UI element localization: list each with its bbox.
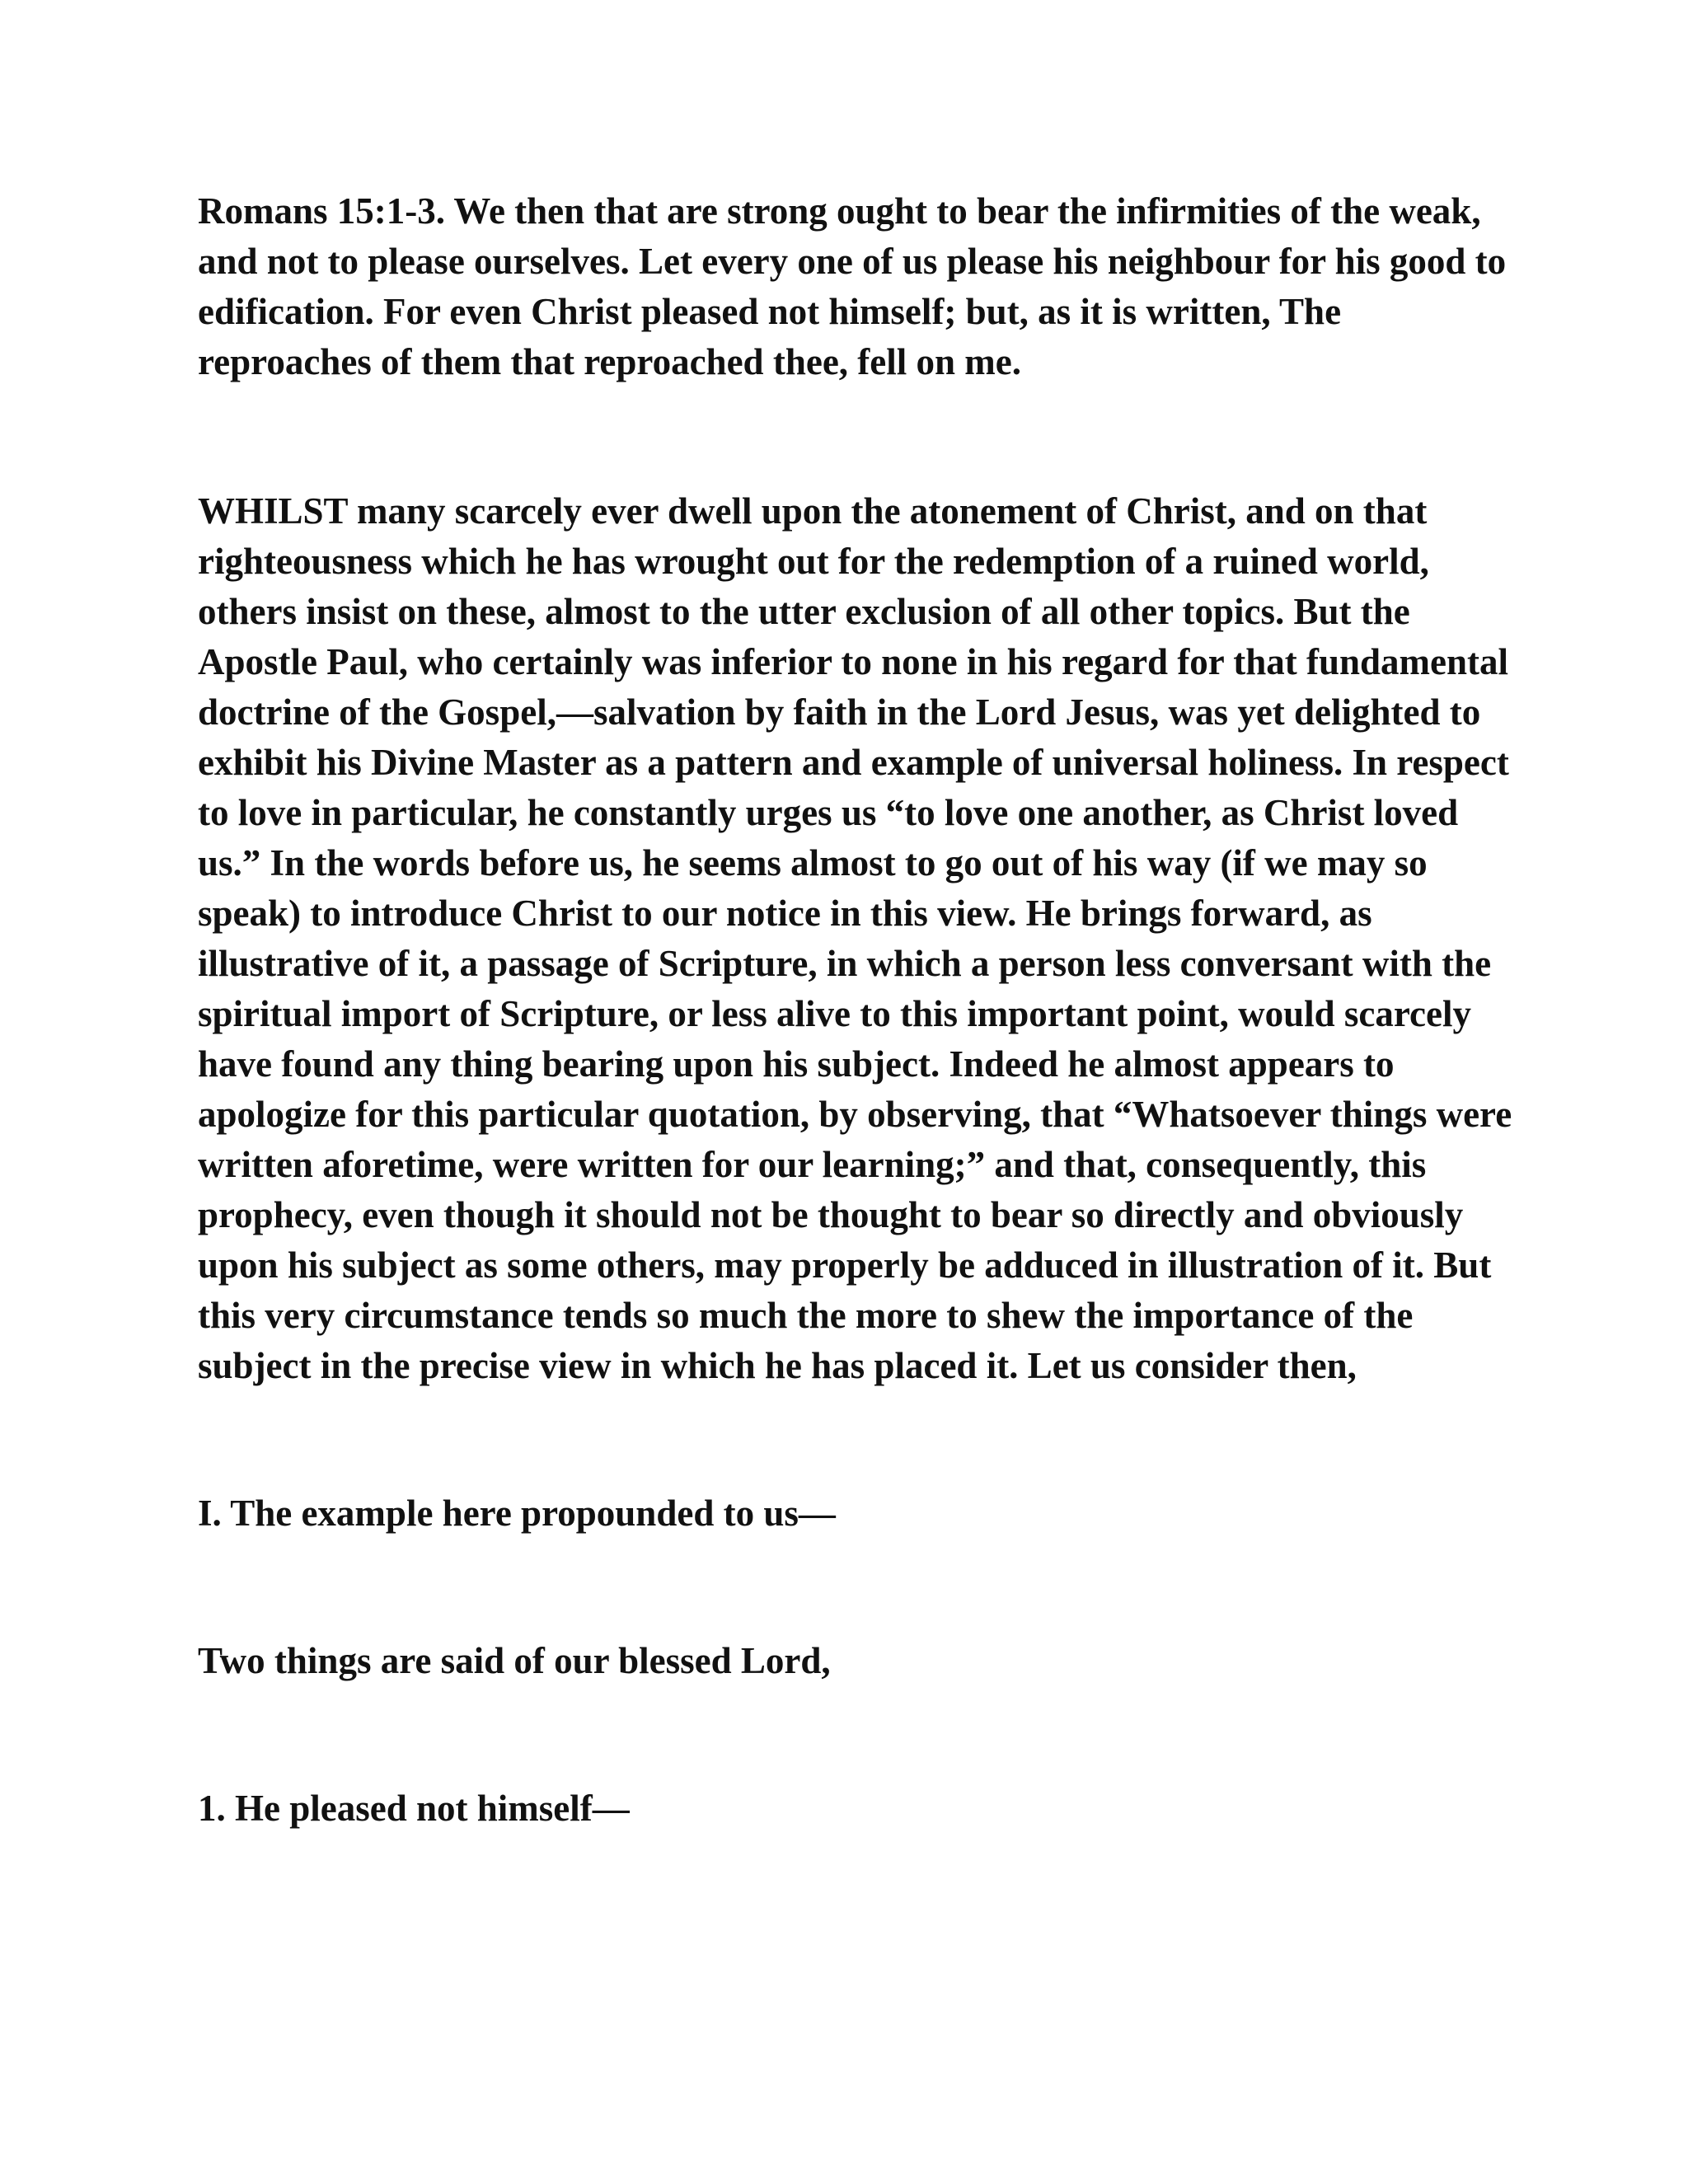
paragraph-gap xyxy=(198,1539,1517,1636)
scripture-passage: Romans 15:1-3. We then that are strong ought to bear the infirmities of the weak, and not to please ourselves. Let every one of us please his neighbour for his good to edification. For even Christ pleased not himself; but, as it is written, The reproaches of them that reproached thee, fell on me. xyxy=(198,190,1507,382)
section-intro: Two things are said of our blessed Lord, xyxy=(198,1640,831,1681)
point-heading: 1. He pleased not himself— xyxy=(198,1788,630,1829)
paragraph-gap xyxy=(198,1391,1517,1488)
paragraph-gap xyxy=(198,1686,1517,1783)
paragraph-gap xyxy=(198,387,1517,486)
section-heading: I. The example here propounded to us— xyxy=(198,1493,836,1534)
introduction-paragraph: WHILST many scarcely ever dwell upon the atonement of Christ, and on that righteousness which he has wrought out for the redemption of a ruined world, others insist on these, almost to the utter exclusion of all other topics. But the Apostle Paul, who certainly was inferior to none in his regard for that fundamental doctrine of the Gospel,—salvation by faith in the Lord Jesus, was yet delighted to exhibit his Divine Master as a pattern and example of universal holiness. In respect to love in particular, he constantly urges us “to love one another, as Christ loved us.” In the words before us, he seems almost to go out of his way (if we may so speak) to introduce Christ to our notice in this view. He brings forward, as illustrative of it, a passage of Scripture, in which a person less conversant with the spiritual import of Scripture, or less alive to this important point, would scarcely have found any thing bearing upon his subject. Indeed he almost appears to apologize for this particular quotation, by observing, that “Whatsoever things were written aforetime, were written for our learning;” and that, consequently, this prophecy, even though it should not be thought to bear so directly and obviously upon his subject as some others, may properly be adduced in illustration of it. But this very circumstance tends so much the more to shew the importance of the subject in the precise view in which he has placed it. Let us consider then, xyxy=(198,490,1512,1386)
document-body xyxy=(198,186,1517,1834)
